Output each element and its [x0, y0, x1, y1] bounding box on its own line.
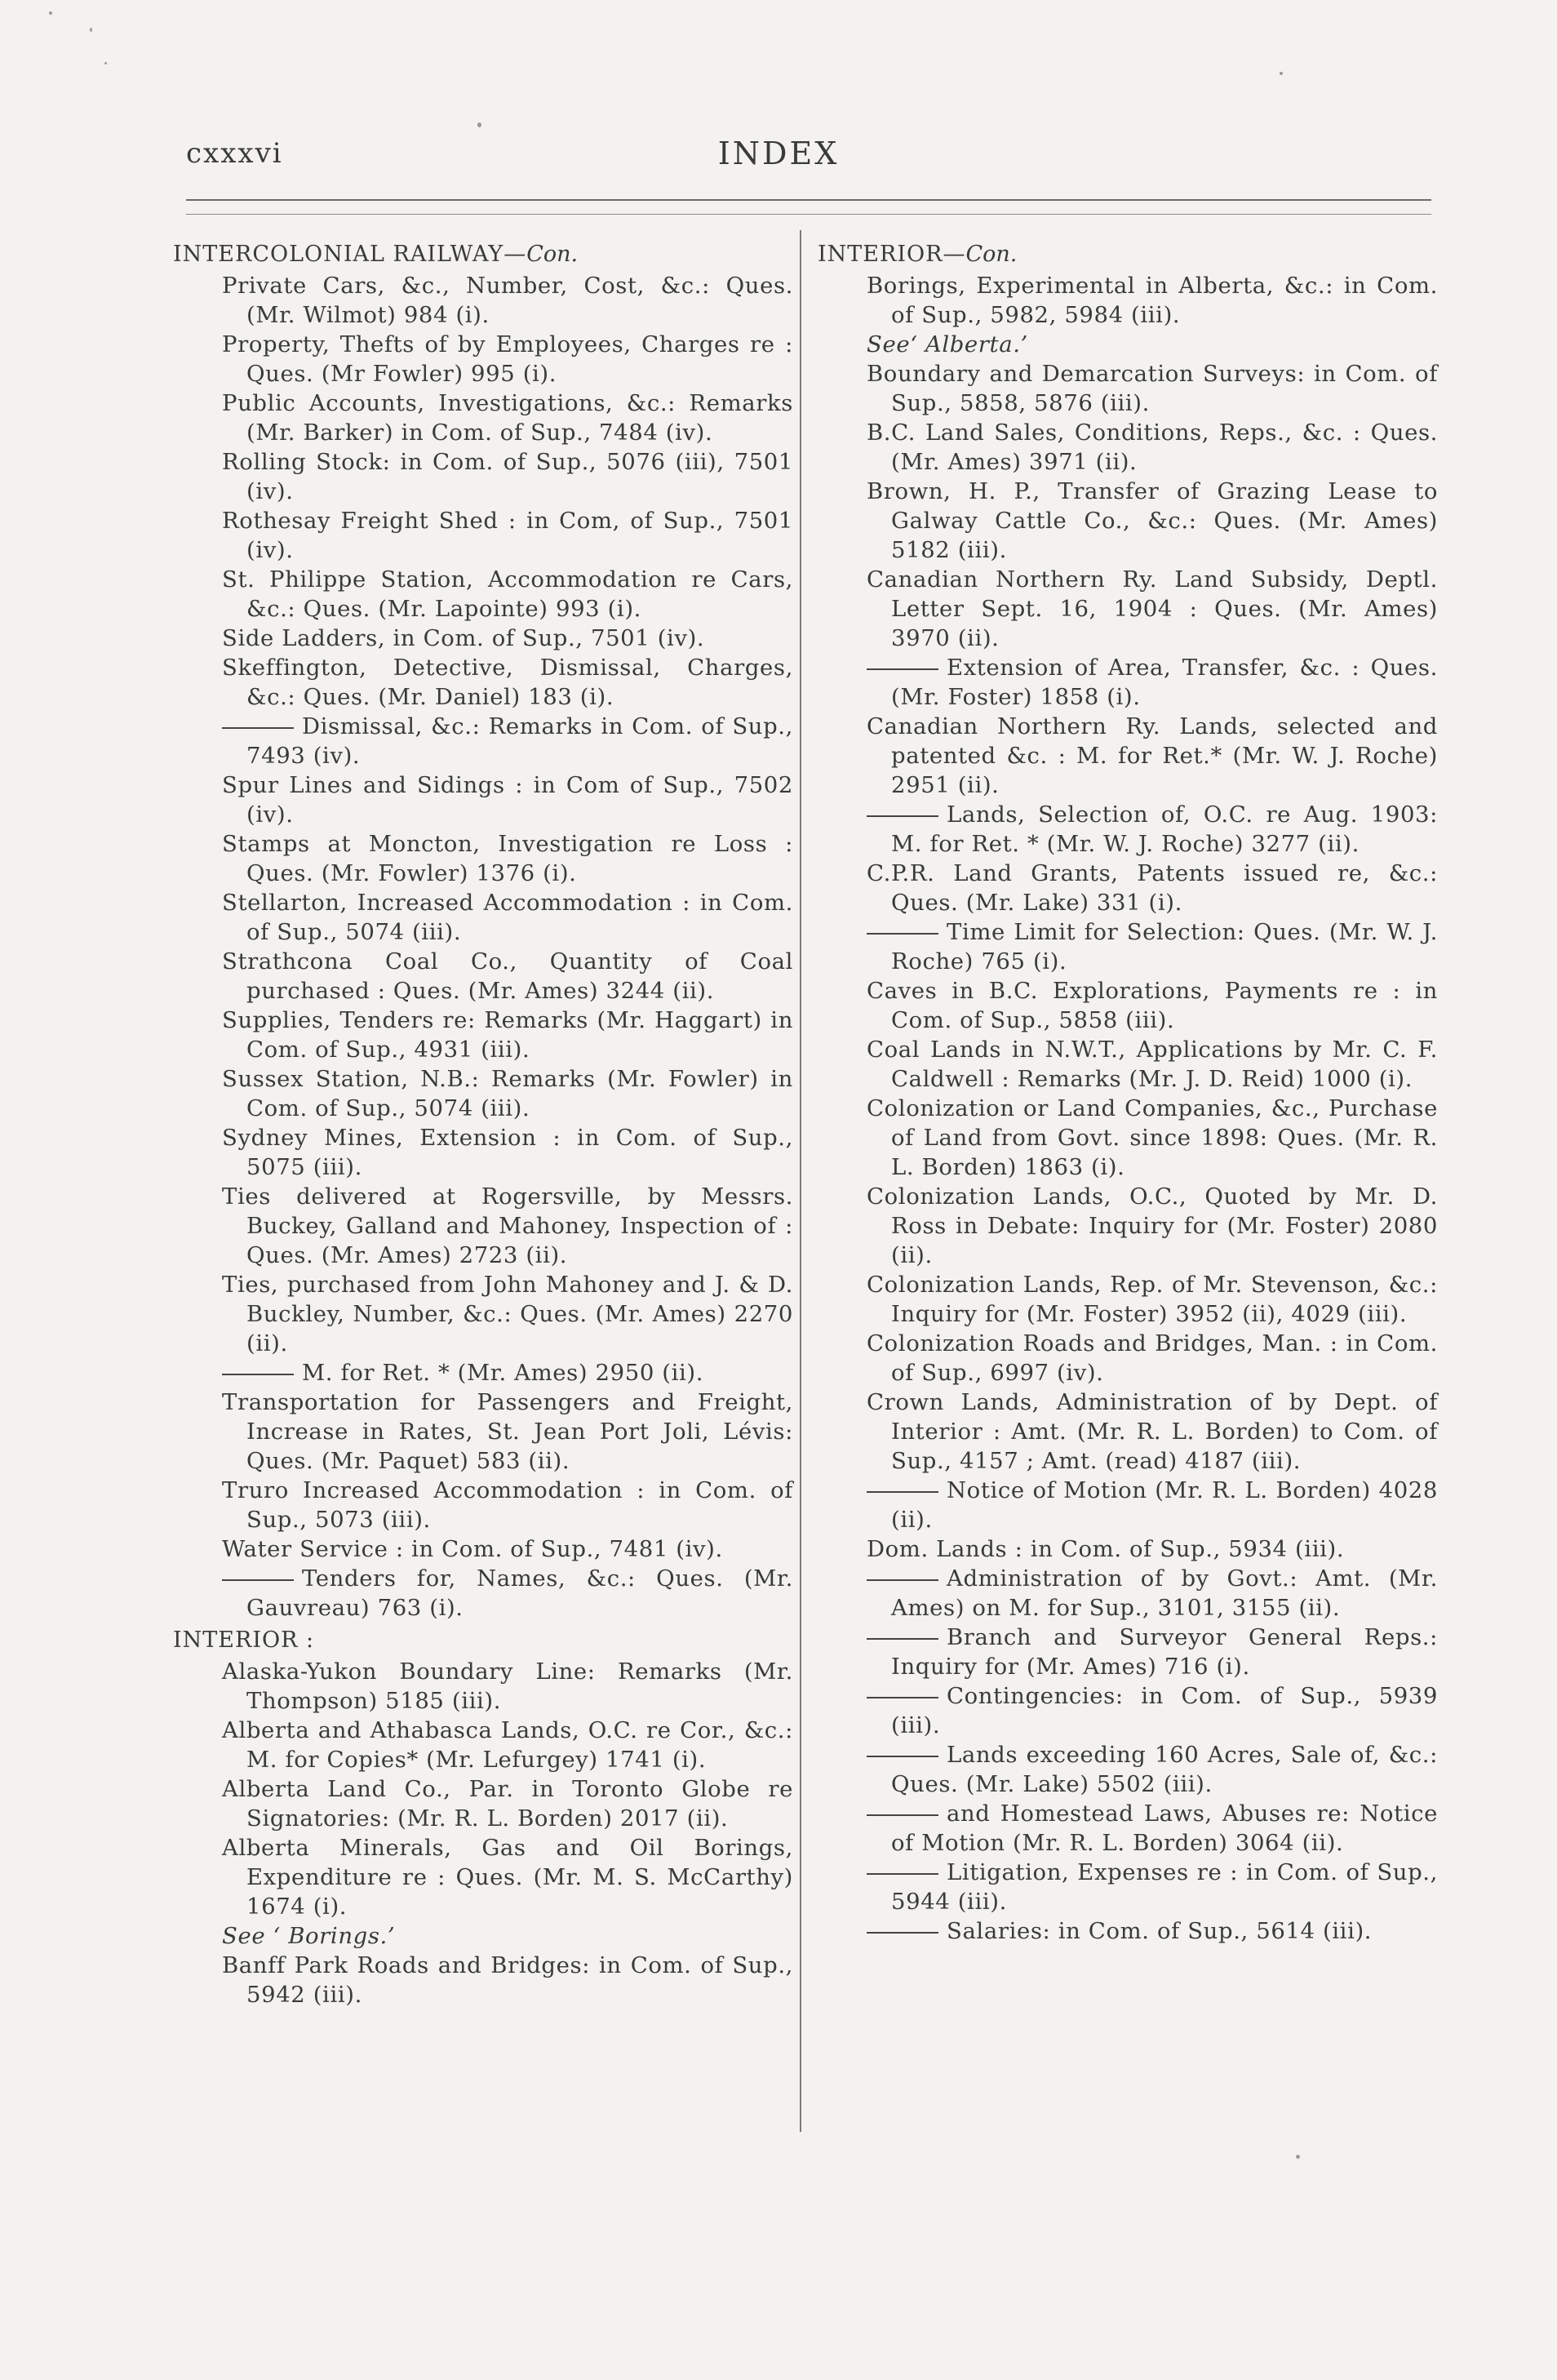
cross-reference: See ‘ Borings.’	[222, 1923, 396, 1949]
index-subentry: and Homestead Laws, Abuses re: Notice of Motion (Mr. R. L. Borden) 3064 (ii).	[842, 1799, 1438, 1858]
ditto-dash	[867, 1697, 938, 1698]
ditto-dash	[867, 815, 938, 817]
index-subentry: Tenders for, Names, &c.: Ques. (Mr. Gauvreau) 763 (i).	[197, 1564, 793, 1623]
index-entry: Strathcona Coal Co., Quantity of Coal purchased : Ques. (Mr. Ames) 3244 (ii).	[222, 948, 793, 1004]
index-entry: Stellarton, Increased Accommodation : in Com. of Sup., 5074 (iii).	[222, 890, 793, 945]
index-subentry: Administration of by Govt.: Amt. (Mr. Ames) on M. for Sup., 3101, 3155 (ii).	[842, 1564, 1438, 1623]
page-title: INDEX	[717, 135, 840, 171]
index-subentry: Extension of Area, Transfer, &c. : Ques. (Mr. Foster) 1858 (i).	[842, 653, 1438, 712]
index-entry: C.P.R. Land Grants, Patents issued re, &c.: Ques. (Mr. Lake) 331 (i).	[867, 860, 1438, 916]
index-entry: Property, Thefts of by Employees, Charges re : Ques. (Mr Fowler) 995 (i).	[222, 331, 793, 387]
page-number: cxxxvi	[186, 137, 283, 170]
index-entry: Alberta and Athabasca Lands, O.C. re Cor., &c.: M. for Copies* (Mr. Lefurgey) 1741 (i).	[222, 1717, 793, 1773]
ditto-dash	[222, 727, 294, 729]
index-entry: Dom. Lands : in Com. of Sup., 5934 (iii).	[867, 1536, 1345, 1562]
header-rule-thin	[186, 214, 1431, 215]
index-subentry: Salaries: in Com. of Sup., 5614 (iii).	[842, 1916, 1438, 1946]
ditto-dash	[222, 1374, 294, 1375]
index-entry: Sydney Mines, Extension : in Com. of Sup., 5075 (iii).	[222, 1125, 793, 1180]
index-entry: Coal Lands in N.W.T., Applications by Mr. C. F. Caldwell : Remarks (Mr. J. D. Reid) 1000 (i).	[867, 1037, 1438, 1092]
index-entry: St. Philippe Station, Accommodation re Cars, &c.: Ques. (Mr. Lapointe) 993 (i).	[222, 566, 793, 622]
index-entry: Boundary and Demarcation Surveys: in Com. of Sup., 5858, 5876 (iii).	[867, 361, 1438, 416]
cross-reference: See‘ Alberta.’	[867, 331, 1028, 357]
ditto-dash	[867, 1873, 938, 1875]
index-entry: Colonization Lands, O.C., Quoted by Mr. D. Ross in Debate: Inquiry for (Mr. Foster) 2080 (ii).	[867, 1183, 1438, 1268]
index-subentry: M. for Ret. * (Mr. Ames) 2950 (ii).	[197, 1358, 793, 1388]
index-entry: Ties delivered at Rogersville, by Messrs. Buckey, Galland and Mahoney, Inspection of : Ques. (Mr. Ames) 2723 (ii).	[222, 1183, 793, 1268]
index-subentry: Dismissal, &c.: Remarks in Com. of Sup., 7493 (iv).	[197, 712, 793, 770]
index-entry: B.C. Land Sales, Conditions, Reps., &c. : Ques. (Mr. Ames) 3971 (ii).	[867, 420, 1438, 475]
paper-speck	[104, 62, 107, 64]
section-heading-intercolonial: INTERCOLONIAL RAILWAY—Con.	[173, 242, 579, 267]
index-entry: Rolling Stock: in Com. of Sup., 5076 (iii), 7501 (iv).	[222, 449, 793, 504]
index-entry: Spur Lines and Sidings : in Com of Sup., 7502 (iv).	[222, 772, 793, 828]
index-entry: Alberta Land Co., Par. in Toronto Globe re Signatories: (Mr. R. L. Borden) 2017 (ii).	[222, 1776, 793, 1832]
index-entry: Water Service : in Com. of Sup., 7481 (iv).	[222, 1536, 723, 1562]
index-entry: Alaska-Yukon Boundary Line: Remarks (Mr. Thompson) 5185 (iii).	[222, 1658, 793, 1714]
ditto-dash	[867, 1579, 938, 1581]
index-entry: Alberta Minerals, Gas and Oil Borings, Expenditure re : Ques. (Mr. M. S. McCarthy) 1674 (i).	[222, 1835, 793, 1920]
index-entry: Public Accounts, Investigations, &c.: Remarks (Mr. Barker) in Com. of Sup., 7484 (iv).	[222, 390, 793, 446]
index-entry: Borings, Experimental in Alberta, &c.: in Com. of Sup., 5982, 5984 (iii).	[867, 273, 1438, 328]
index-entry: Colonization Lands, Rep. of Mr. Stevenson, &c.: Inquiry for (Mr. Foster) 3952 (ii), 4029 (iii).	[867, 1272, 1438, 1327]
index-entry: Rothesay Freight Shed : in Com, of Sup., 7501 (iv).	[222, 508, 793, 563]
ditto-dash	[867, 933, 938, 935]
index-subentry: Litigation, Expenses re : in Com. of Sup., 5944 (iii).	[842, 1858, 1438, 1916]
index-subentry: Lands exceeding 160 Acres, Sale of, &c.: Ques. (Mr. Lake) 5502 (iii).	[842, 1740, 1438, 1799]
paper-speck	[49, 11, 52, 15]
index-entry: Skeffington, Detective, Dismissal, Charges, &c.: Ques. (Mr. Daniel) 183 (i).	[222, 655, 793, 710]
right-column	[818, 237, 1438, 1946]
index-subentry: Contingencies: in Com. of Sup., 5939 (iii).	[842, 1681, 1438, 1740]
index-entry: Canadian Northern Ry. Land Subsidy, Deptl. Letter Sept. 16, 1904 : Ques. (Mr. Ames) 3970 (ii).	[867, 566, 1438, 651]
ditto-dash	[222, 1579, 294, 1581]
ditto-dash	[867, 668, 938, 670]
section-heading-interior: INTERIOR :	[173, 1627, 315, 1653]
index-entry: Colonization Roads and Bridges, Man. : in Com. of Sup., 6997 (iv).	[867, 1330, 1438, 1386]
index-entry: Caves in B.C. Explorations, Payments re : in Com. of Sup., 5858 (iii).	[867, 978, 1438, 1033]
paper-speck	[1280, 72, 1283, 75]
index-entry: Banff Park Roads and Bridges: in Com. of Sup., 5942 (iii).	[222, 1952, 793, 2008]
index-entry: Canadian Northern Ry. Lands, selected and patented &c. : M. for Ret.* (Mr. W. J. Roche) 2951 (ii).	[867, 713, 1438, 798]
header-rule	[186, 199, 1431, 201]
ditto-dash	[867, 1756, 938, 1757]
ditto-dash	[867, 1491, 938, 1493]
ditto-dash	[867, 1638, 938, 1640]
paper-speck	[90, 28, 92, 32]
ditto-dash	[867, 1814, 938, 1816]
index-entry: Private Cars, &c., Number, Cost, &c.: Ques. (Mr. Wilmot) 984 (i).	[222, 273, 793, 328]
index-entry: Crown Lands, Administration of by Dept. of Interior : Amt. (Mr. R. L. Borden) to Com. of Sup., 4157 ; Amt. (read) 4187 (iii).	[867, 1389, 1438, 1474]
index-subentry: Notice of Motion (Mr. R. L. Borden) 4028 (ii).	[842, 1476, 1438, 1534]
paper-speck	[1296, 2155, 1300, 2159]
index-entry: Stamps at Moncton, Investigation re Loss : Ques. (Mr. Fowler) 1376 (i).	[222, 831, 793, 886]
column-divider	[800, 230, 801, 2132]
index-subentry: Time Limit for Selection: Ques. (Mr. W. J. Roche) 765 (i).	[842, 917, 1438, 976]
index-entry: Side Ladders, in Com. of Sup., 7501 (iv).	[222, 625, 705, 651]
index-subentry: Branch and Surveyor General Reps.: Inquiry for (Mr. Ames) 716 (i).	[842, 1623, 1438, 1681]
section-heading-interior-con: INTERIOR—Con.	[818, 242, 1018, 267]
index-entry: Sussex Station, N.B.: Remarks (Mr. Fowler) in Com. of Sup., 5074 (iii).	[222, 1066, 793, 1121]
index-subentry: Lands, Selection of, O.C. re Aug. 1903: M. for Ret. * (Mr. W. J. Roche) 3277 (ii).	[842, 800, 1438, 859]
index-entry: Truro Increased Accommodation : in Com. of Sup., 5073 (iii).	[222, 1477, 793, 1533]
index-entry: Ties, purchased from John Mahoney and J. & D. Buckley, Number, &c.: Ques. (Mr. Ames) 2270 (ii).	[222, 1272, 793, 1357]
index-entry: Transportation for Passengers and Freight, Increase in Rates, St. Jean Port Joli, Lévis: Ques. (Mr. Paquet) 583 (ii).	[222, 1389, 793, 1474]
index-entry: Supplies, Tenders re: Remarks (Mr. Haggart) in Com. of Sup., 4931 (iii).	[222, 1007, 793, 1063]
paper-speck	[477, 122, 481, 127]
ditto-dash	[867, 1932, 938, 1934]
index-entry: Colonization or Land Companies, &c., Purchase of Land from Govt. since 1898: Ques. (Mr. R. L. Borden) 1863 (i).	[867, 1095, 1438, 1180]
index-entry: Brown, H. P., Transfer of Grazing Lease to Galway Cattle Co., &c.: Ques. (Mr. Ames) 5182 (iii).	[867, 478, 1438, 563]
left-column	[173, 237, 793, 2009]
